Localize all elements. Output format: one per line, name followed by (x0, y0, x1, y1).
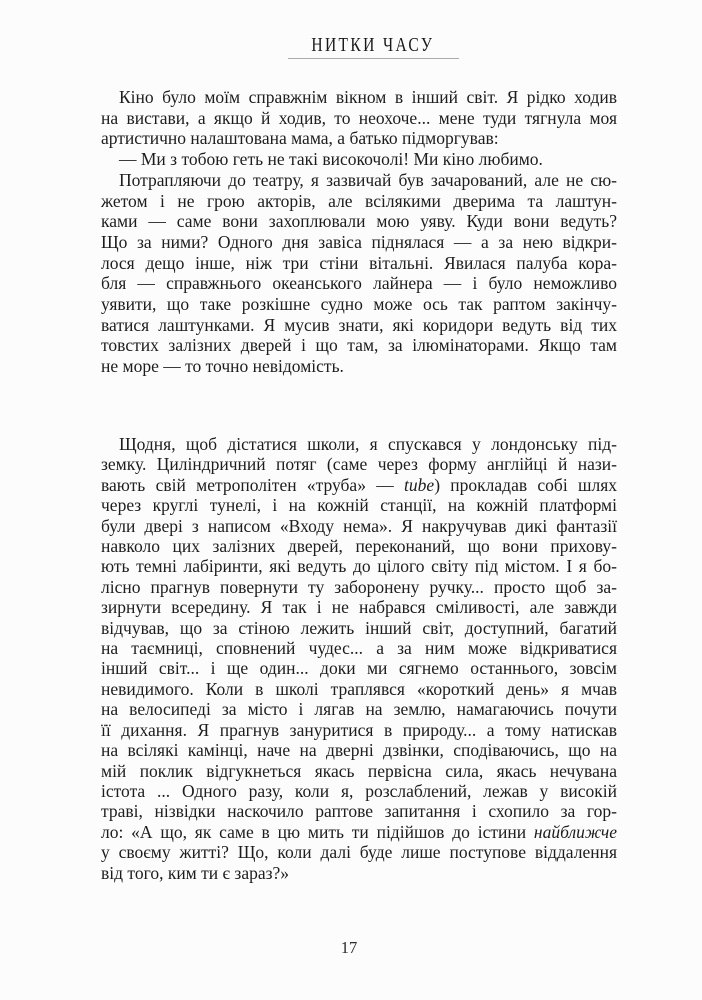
text-segment: вають свій метрополітен «труба» — (101, 474, 405, 495)
text-line: у своєму житті? Що, коли далі буде лише поступове віддалення (101, 842, 617, 863)
chapter-title (273, 34, 473, 57)
text-line: мій поклик відгукнеться якась первісна сила, якась нечувана (101, 760, 617, 781)
text-line: Що за ними? Одного дня завіса піднялася — а за нею відкри- (101, 231, 617, 252)
text-line: ють темні лабіринти, які ведуть до цілого світу під містом. І я бо- (101, 556, 617, 577)
chapter-title-text: НИТКИ ЧАСУ (311, 34, 435, 56)
text-line: товстих залізних дверей і що там, за ілюмінаторами. Якщо там (101, 335, 617, 356)
text-segment: ло: «А що, як саме в цю мить ти підійшов до істини (101, 821, 534, 842)
text-line: ками — саме вони захоплювали мою уяву. Куди вони ведуть? (101, 211, 617, 232)
text-line: були двері з написом «Входу нема». Я накручував дикі фантазії (101, 515, 617, 536)
text-line: навколо цих залізних дверей, переконаний, що вони прихову- (101, 536, 617, 557)
dialogue-line: — Ми з тобою геть не такі високочолі! Ми кіно любимо. (119, 149, 543, 170)
text-line: лося дещо інше, ніж три стіни вітальні. Явилася палуба кора- (101, 252, 617, 273)
text-line: не море — то точно невідомість. (101, 356, 344, 377)
text-line: зирнути всередину. Я так і не набрався сміливості, але завжди (101, 597, 617, 618)
text-line: невидимого. Коли в школі траплявся «короткий день» я мчав (101, 678, 617, 699)
text-line: Кіно було моїм справжнім вікном в інший світ. Я рідко ходив (119, 87, 617, 107)
text-line (101, 475, 617, 495)
text-line: через круглі тунелі, і на кожній станції, на кожній платформі (101, 495, 617, 516)
text-block-2 (101, 434, 617, 883)
text-line (101, 822, 617, 842)
text-segment: ) прокладав собі шлях (434, 474, 617, 495)
text-line: артистично налаштована мама, а батько підморгував: (101, 128, 499, 149)
text-line: земку. Циліндричний потяг (саме через форму англійці й нази- (101, 454, 617, 475)
text-line: траві, нізвідки наскочило раптове запитання і схопило за гор- (101, 801, 617, 822)
text-line: істота ... Одного разу, коли я, розслаблений, лежав у високій (101, 780, 617, 801)
italic-word: tube (404, 474, 435, 495)
text-line: інший світ... і ще один... доки ми сягнемо останнього, зовсім (101, 658, 617, 679)
italic-word: найближче (533, 821, 617, 842)
text-line: на велосипеді за місто і лягав на землю, намагаючись почути (101, 699, 617, 720)
text-line: лісно прагнув повернути ту заборонену ручку... просто щоб за- (101, 576, 617, 597)
text-line: Щодня, щоб дістатися школи, я спускався у лондонську під- (119, 434, 617, 454)
text-line: від того, ким ти є зараз?» (101, 862, 290, 883)
text-line: жетом і не грою акторів, але всілякими дверима та лаштун- (101, 190, 617, 211)
text-line: на таємниці, сповнений чудес... а за ним може відкриватися (101, 638, 617, 659)
text-line: Потрапляючи до театру, я зазвичай був зачарований, але не сю- (119, 169, 617, 190)
text-line: на всілякі камінці, наче на дверні дзвінки, сподіваючись, що на (101, 740, 617, 761)
text-line: її дихання. Я прагнув зануритися в природу... а тому натискав (101, 719, 617, 740)
text-line: відчував, що за стіною лежить інший світ, доступний, багатий (101, 617, 617, 638)
text-line: на вистави, а якщо й ходив, то неохоче... мене туди тягнула моя (101, 107, 617, 128)
page-number: 17 (340, 938, 358, 957)
text-line: ватися лаштунками. Я мусив знати, які коридори ведуть від тих (101, 314, 617, 335)
header-rule (288, 58, 459, 59)
text-line: уявити, що таке розкішне судно може ось так раптом закінчу- (101, 294, 617, 315)
text-block-1 (101, 87, 617, 377)
text-line: бля — справжнього океанського лайнера — і було неможливо (101, 273, 617, 294)
